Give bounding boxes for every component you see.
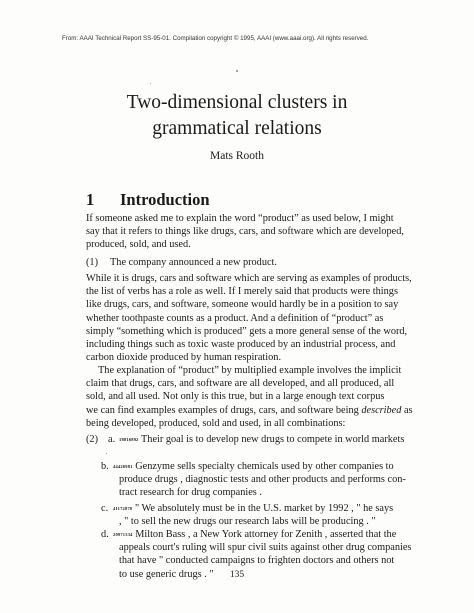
example-sublabel: c.	[101, 503, 109, 514]
text-line: produced, sold, and used.	[86, 239, 191, 251]
text-line: being developed, produced, sold and used, in all combinations:	[86, 417, 346, 429]
section-number: 1	[86, 190, 95, 209]
example-label: (1)	[86, 257, 99, 268]
example-text: Genzyme sells specialty chemicals used by other companies to	[135, 461, 394, 472]
example-text: Their goal is to develop new drugs to compete in world markets	[141, 434, 405, 445]
paragraph-3	[86, 364, 413, 430]
corpus-id: 41172870	[113, 506, 133, 511]
text-line: say that it refers to things like drugs, cars, and software which are developed,	[86, 226, 404, 238]
example-sublabel: a.	[108, 434, 116, 445]
example-text: Milton Bass , a New York attorney for Zenith , asserted that the	[135, 529, 397, 540]
text-line: including things such as toxic waste produced by an industrial process, and	[86, 339, 396, 351]
scan-speck	[236, 70, 238, 72]
text-line: If someone asked me to explain the word “product” as used below, I might	[86, 213, 394, 224]
example-text: produce drugs , diagnostic tests and other products and performs con-	[119, 474, 406, 486]
paper-title-line-1: Two-dimensional clusters in	[126, 92, 348, 113]
text-line: like drugs, cars, and software, someone would hardly be in a position to say	[86, 299, 399, 311]
example-text: , " to sell the new drugs our research labs will be producing . "	[119, 516, 376, 528]
corpus-id: 44426981	[113, 464, 133, 469]
author-name: Mats Rooth	[210, 150, 264, 162]
text-line: claim that drugs, cars, and software are all developed, and all produced, all	[86, 378, 395, 390]
paragraph-2	[86, 272, 412, 364]
text-line: simply “something which is produced” gets a more general sense of the word,	[86, 325, 408, 337]
scan-speck	[106, 453, 107, 454]
example-sublabel: d.	[101, 529, 109, 540]
example-label: (2)	[86, 434, 99, 445]
text-line: whether toothpaste counts as a product. And a definition of “product” as	[86, 312, 384, 324]
scan-speck	[150, 83, 151, 84]
page-number: 135	[229, 570, 245, 580]
text-line: While it is drugs, cars and software which are serving as examples of products,	[86, 273, 412, 284]
text-line: carbon dioxide produced by human respiration.	[86, 352, 282, 364]
example-text: to use generic drugs . "	[119, 568, 214, 580]
example-text: The company announced a new product.	[110, 257, 277, 268]
intro-paragraph	[86, 212, 404, 252]
corpus-id: 18816892	[119, 437, 139, 442]
section-title: Introduction	[120, 190, 210, 209]
example-2a	[86, 433, 404, 446]
example-text: that have " conducted campaigns to frighten doctors and others not	[119, 555, 395, 567]
example-text: tract research for drug companies .	[119, 487, 262, 499]
corpus-id: 20971334	[113, 532, 133, 537]
example-sublabel: b.	[101, 461, 109, 472]
example-2b	[101, 460, 406, 500]
example-text: appeals court's ruling will spur civil suits against other drug companies	[119, 542, 412, 554]
text-line: the list of verbs has a role as well. If I merely said that products were things	[86, 286, 398, 298]
example-2c	[101, 502, 393, 528]
section-heading	[86, 190, 210, 210]
example-1	[86, 256, 277, 269]
example-text: " We absolutely must be in the U.S. market by 1992 , " he says	[134, 503, 394, 514]
text-line: sold, and all used. Not only is this true, but in a large enough text corpus	[86, 391, 385, 403]
text-line: we can find examples examples of drugs, cars, and software being described as	[86, 404, 413, 416]
paper-title-line-2: grammatical relations	[152, 118, 322, 139]
copyright-header: From: AAAI Technical Report SS-95-01. Compilation copyright © 1995, AAAI (www.aaai.org). All rights reserved.	[62, 35, 369, 42]
text-line: The explanation of “product” by multiplied example involves the implicit	[98, 365, 402, 376]
